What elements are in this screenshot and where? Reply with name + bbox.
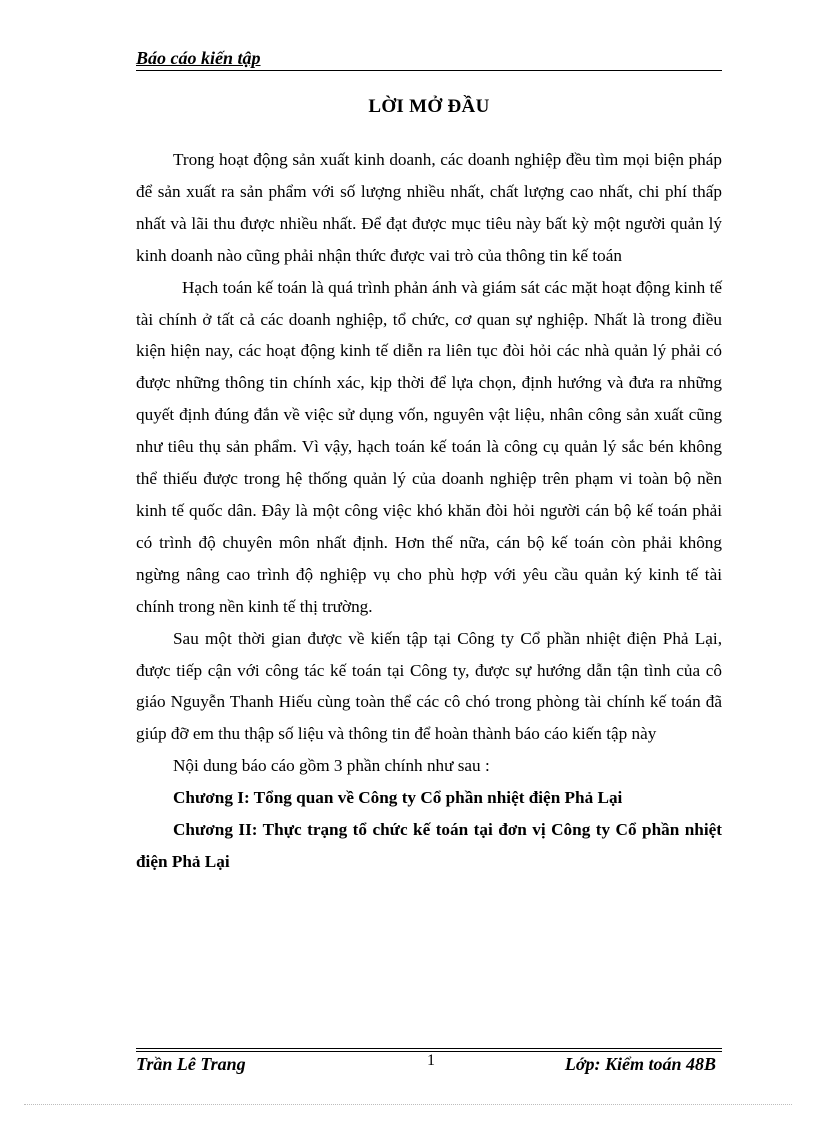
- page-edge-divider: [24, 1104, 792, 1105]
- footer-author: Trần Lê Trang: [136, 1054, 246, 1074]
- paragraph: Trong hoạt động sản xuất kinh doanh, các doanh nghiệp đều tìm mọi biện pháp để sản xuất ra sản phẩm với số lượng nhiều nhất, chất lượng cao nhất, chi phí thấp nhất và lãi thu được nhiều nhất. Để đạt được mục tiêu này bất kỳ một người quản lý kinh doanh nào cũng phải nhận thức được vai trò của thông tin kế toán: [136, 150, 722, 265]
- footer-class-label: Lớp: Kiểm toán 48B: [564, 1054, 716, 1074]
- document-body: [136, 144, 722, 878]
- paragraph: Sau một thời gian được về kiến tập tại Công ty Cổ phần nhiệt điện Phả Lại, được tiếp cận với công tác kế toán tại Công ty, được sự hướng dẫn tận tình của cô giáo Nguyễn Thanh Hiếu cùng toàn thể các cô chó trong phòng tài chính kế toán đã giúp đỡ em thu thập số liệu và thông tin để hoàn thành báo cáo kiến tập này: [136, 628, 722, 744]
- page-header: [136, 48, 722, 71]
- page-number: 1: [427, 1052, 435, 1069]
- chapter-heading: Chương II: Thực trạng tổ chức kế toán tại đơn vị Công ty Cổ phần nhiệt điện Phả Lại: [136, 820, 722, 871]
- header-title: Báo cáo kiến tập: [136, 48, 261, 68]
- page-title: LỜI MỞ ĐẦU: [368, 96, 490, 117]
- chapter-heading: Chương I: Tổng quan về Công ty Cổ phần nhiệt điện Phả Lại: [173, 788, 623, 808]
- page-footer: [136, 1048, 722, 1078]
- paragraph: Nội dung báo cáo gồm 3 phần chính như sau :: [173, 756, 490, 776]
- paragraph: Hạch toán kế toán là quá trình phản ánh và giám sát các mặt hoạt động kinh tế tài chính ở tất cả các doanh nghiệp, tổ chức, cơ quan sự nghiệp. Nhất là trong điều kiện hiện nay, các hoạt động kinh tế diễn ra liên tục đòi hỏi các nhà quản lý phải có được những thông tin chính xác, kịp thời để lựa chọn, định hướng và đưa ra những quyết định đúng đắn về việc sử dụng vốn, nguyên vật liệu, nhân công sản xuất cũng như tiêu thụ sản phẩm. Vì vậy, hạch toán kế toán là công cụ quản lý sắc bén không thể thiếu được trong hệ thống quản lý của doanh nghiệp trên phạm vi toàn bộ nền kinh tế quốc dân. Đây là một công việc khó khăn đòi hỏi người cán bộ kế toán phải có trình độ chuyên môn nhất định. Hơn thế nữa, cán bộ kế toán còn phải không ngừng nâng cao trình độ nghiệp vụ cho phù hợp với yêu cầu quản ký kinh tế tài chính trong nền kinh tế thị trường.: [136, 277, 722, 616]
